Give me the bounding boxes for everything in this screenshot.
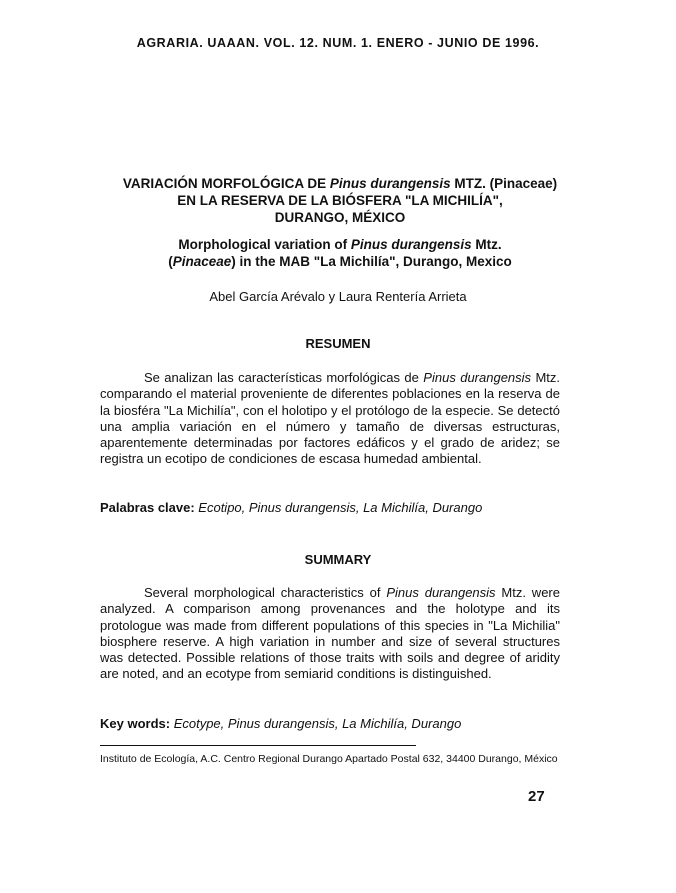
- page-number: 27: [528, 788, 545, 805]
- title-english: [150, 236, 530, 270]
- title-es-line-1: VARIACIÓN MORFOLÓGICA DE Pinus durangensis MTZ. (Pinaceae): [122, 176, 558, 191]
- palabras-clave: Palabras clave: Ecotipo, Pinus durangensis, La Michilía, Durango: [100, 500, 483, 515]
- title-es-line-2: EN LA RESERVA DE LA BIÓSFERA "LA MICHILÍA",: [177, 193, 503, 208]
- summary-heading: SUMMARY: [304, 552, 372, 567]
- resumen-paragraph: Se analizan las características morfológicas de Pinus durangensis Mtz. comparando el material proveniente de diferentes poblaciones en la reserva de la biosféra "La Michilía", con el holotipo y el protólogo de la especie. Se detectó una amplia variación en el número y tamaño de diversas estructuras, aparentemente determinadas por factores edáficos y el grado de aridez; se registra un ecotipo de condiciones de escasa humedad ambiental.: [100, 370, 560, 467]
- journal-header: AGRARIA. UAAAN. VOL. 12. NUM. 1. ENERO - JUNIO DE 1996.: [136, 36, 540, 50]
- title-spanish: [90, 175, 590, 226]
- key-words: Key words: Ecotype, Pinus durangensis, La Michilía, Durango: [100, 716, 462, 731]
- title-en-line-1: Morphological variation of Pinus durangensis Mtz.: [178, 237, 502, 252]
- affiliation-footnote: Instituto de Ecología, A.C. Centro Regional Durango Apartado Postal 632, 34400 Durango, México: [100, 753, 558, 765]
- summary-paragraph: Several morphological characteristics of Pinus durangensis Mtz. were analyzed. A comparison among provenances and the holotype and its protologue was made from different populations of this species in "La Michilia" biosphere reserve. A high variation in number and size of several structures was detected. Possible relations of those traits with soils and degree of aridity are noted, and an ecotype from semiarid conditions is distinguished.: [100, 585, 560, 682]
- authors: Abel García Arévalo y Laura Rentería Arrieta: [209, 289, 467, 304]
- resumen-heading: RESUMEN: [305, 336, 371, 351]
- title-es-line-3: DURANGO, MÉXICO: [274, 210, 406, 225]
- title-en-line-2: (Pinaceae) in the MAB "La Michilía", Durango, Mexico: [168, 254, 512, 269]
- footnote-rule: [100, 745, 416, 746]
